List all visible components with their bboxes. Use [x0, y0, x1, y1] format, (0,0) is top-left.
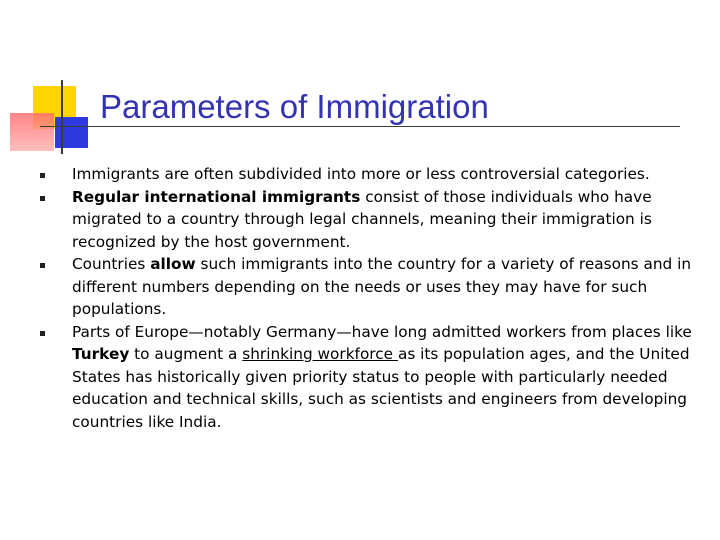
bullet-item [40, 163, 702, 186]
bullet-text: Parts of Europe—notably Germany—have long admitted workers from places like [72, 322, 692, 341]
bullet-item [40, 321, 702, 434]
bullet-text: Countries [72, 255, 151, 273]
bullet-text: Immigrants are often subdivided into more or less controversial categories. [72, 165, 650, 183]
bullet-square-icon [40, 196, 45, 201]
shrinking-workforce-link[interactable]: shrinking workforce [242, 345, 398, 363]
bullet-square-icon [40, 173, 45, 178]
bullet-text: as its population ages, and the United States has historically given priority status to people with particularly needed education and technical skills, such as scientists and engineers from developing countries like India. [72, 345, 690, 431]
bullet-item [40, 253, 702, 321]
bullet-text: to augment a [129, 345, 243, 363]
bullet-list [40, 163, 702, 433]
bullet-bold-term: allow [150, 255, 196, 273]
bullet-text: consist of those individuals who have migrated to a country through legal channels, meaning their immigration is recognized by the host government. [72, 187, 652, 251]
title-underline-rule [40, 126, 680, 127]
slide-logo-decoration [0, 0, 720, 160]
bullet-square-icon [40, 263, 45, 268]
logo-pink-square [10, 113, 54, 151]
bullet-item [40, 186, 702, 254]
logo-vertical-line [61, 80, 63, 154]
logo-blue-square [55, 117, 88, 148]
slide-title: Parameters of Immigration [100, 88, 489, 125]
bullet-bold-term: Regular international immigrants [72, 187, 361, 206]
bullet-square-icon [40, 331, 45, 336]
bullet-bold-term: Turkey [72, 345, 130, 363]
bullet-text: such immigrants into the country for a variety of reasons and in different numbers depending on the needs or uses they may have for such populations. [72, 255, 692, 318]
